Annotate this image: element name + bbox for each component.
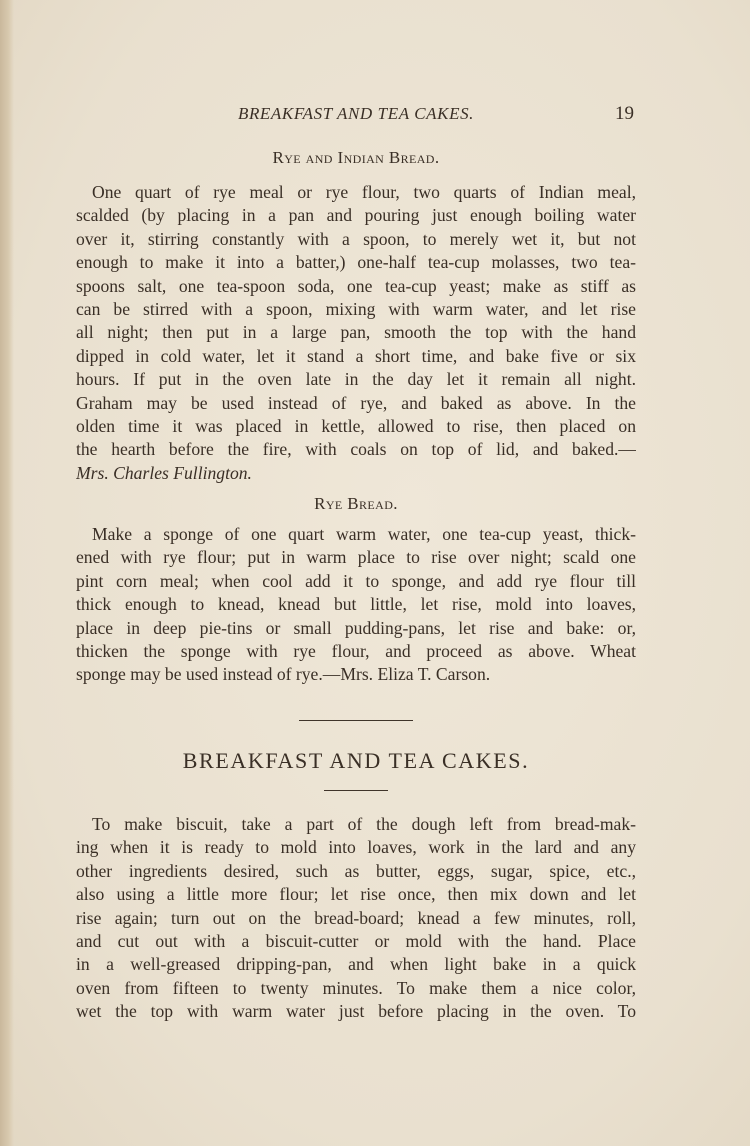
text-line: ing when it is ready to mold into loaves, work in the lard and any	[76, 837, 636, 858]
recipe-attribution: Mrs. Charles Fullington.	[76, 462, 252, 483]
page-number: 19	[615, 103, 634, 124]
text-line: olden time it was placed in kettle, allowed to rise, then placed on	[76, 415, 636, 436]
text-line: can be stirred with a spoon, mixing with warm water, and let rise	[76, 298, 636, 319]
text-line: spoons salt, one tea-spoon soda, one tea-cup yeast; make as stiff as	[76, 275, 636, 296]
text-line: hours. If put in the oven late in the day let it remain all night.	[76, 369, 636, 390]
page-gutter-shadow	[0, 0, 14, 1146]
text-line: pint corn meal; when cool add it to sponge, and add rye flour till	[76, 570, 636, 591]
section-divider-rule	[299, 720, 413, 721]
text-line: all night; then put in a large pan, smooth the top with the hand	[76, 322, 636, 343]
chapter-title-underline	[324, 790, 388, 791]
text-line: scalded (by placing in a pan and pouring just enough boiling water	[76, 205, 636, 226]
text-line: One quart of rye meal or rye flour, two quarts of Indian meal,	[92, 182, 636, 202]
text-line: wet the top with warm water just before placing in the oven. To	[76, 1001, 636, 1022]
text-line: over it, stirring constantly with a spoon, to merely wet it, but not	[76, 228, 636, 249]
text-line: rise again; turn out on the bread-board; knead a few minutes, roll,	[76, 907, 636, 928]
chapter-title: BREAKFAST AND TEA CAKES.	[182, 748, 530, 773]
text-line: the hearth before the fire, with coals on top of lid, and baked.—	[76, 439, 636, 460]
section-title-rye-bread: Rye Bread.	[314, 494, 398, 513]
text-line: thicken the sponge with rye flour, and proceed as above. Wheat	[76, 640, 636, 661]
text-line: also using a little more flour; let rise once, then mix down and let	[76, 884, 636, 905]
text-line: To make biscuit, take a part of the dough left from bread-mak-	[92, 814, 636, 834]
text-line: and cut out with a biscuit-cutter or mold with the hand. Place	[76, 930, 636, 951]
running-head-title: BREAKFAST AND TEA CAKES.	[237, 104, 475, 123]
text-line: Graham may be used instead of rye, and baked as above. In the	[76, 392, 636, 413]
text-line: Make a sponge of one quart warm water, one tea-cup yeast, thick-	[92, 524, 636, 544]
text-line: in a well-greased dripping-pan, and when light bake in a quick	[76, 954, 636, 975]
text-line: dipped in cold water, let it stand a short time, and bake five or six	[76, 345, 636, 366]
section-title-rye-indian-bread: Rye and Indian Bread.	[272, 148, 440, 167]
text-line: sponge may be used instead of rye.—Mrs. Eliza T. Carson.	[76, 664, 491, 685]
recipe-rye-indian-bread	[76, 181, 636, 485]
text-line: oven from fifteen to twenty minutes. To make them a nice color,	[76, 977, 636, 998]
text-line: ened with rye flour; put in warm place to rise over night; scald one	[76, 547, 636, 568]
text-line: other ingredients desired, such as butter, eggs, sugar, spice, etc.,	[76, 860, 636, 881]
recipe-rye-bread	[76, 523, 636, 687]
text-line: place in deep pie-tins or small pudding-pans, let rise and bake: or,	[76, 617, 636, 638]
running-head	[76, 104, 636, 128]
chapter-intro-paragraph	[76, 813, 636, 1024]
text-line: enough to make it into a batter,) one-half tea-cup molasses, two tea-	[76, 252, 636, 273]
text-line: thick enough to knead, knead but little, let rise, mold into loaves,	[76, 594, 636, 615]
